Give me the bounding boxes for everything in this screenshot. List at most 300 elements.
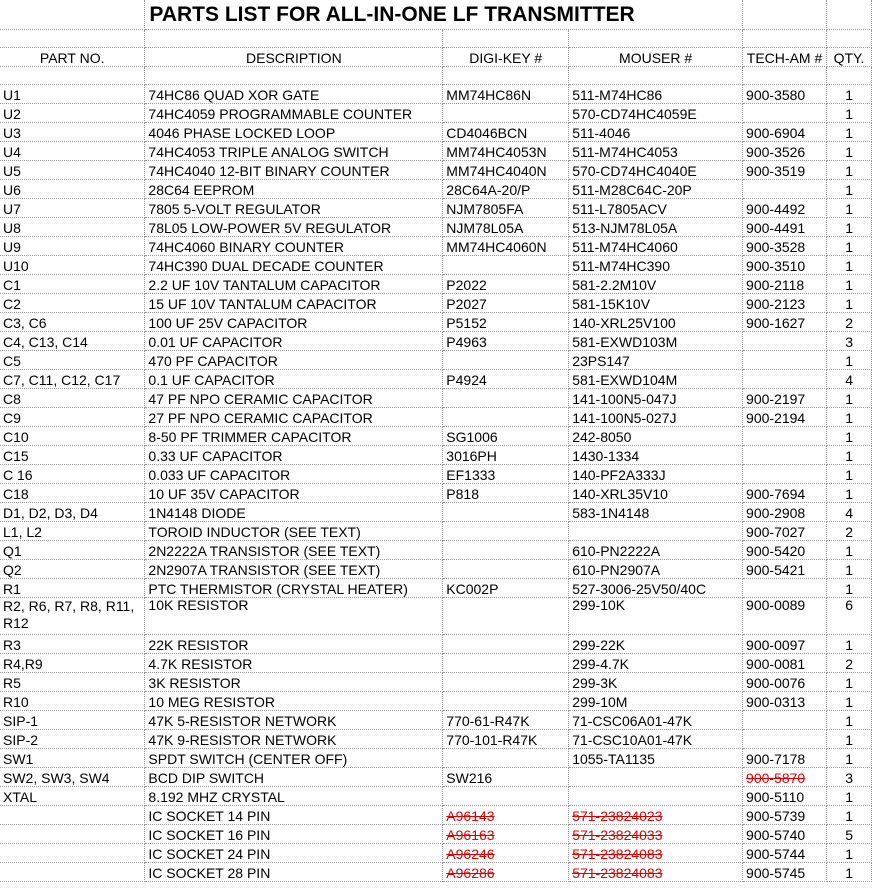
mouser-cell: 1430-1334 [569, 446, 743, 465]
qty-cell: 4 [827, 370, 872, 389]
digikey-cell [443, 635, 569, 654]
part-no-cell: C7, C11, C12, C17 [0, 370, 145, 389]
part-no-cell: U6 [0, 180, 145, 199]
qty-cell: 1 [827, 844, 872, 863]
part-no-cell: R4,R9 [0, 654, 145, 673]
table-row [0, 503, 872, 522]
techam-cell: 900-5745 [743, 863, 827, 882]
qty-cell: 6 [827, 598, 872, 635]
mouser-cell: 513-NJM78L05A [569, 218, 743, 237]
description-cell: 47K 5-RESISTOR NETWORK [145, 711, 443, 730]
techam-cell: 900-2118 [743, 275, 827, 294]
part-no-cell: C3, C6 [0, 313, 145, 332]
table-row [0, 123, 872, 142]
description-cell: 10 UF 35V CAPACITOR [145, 484, 443, 503]
mouser-cell: 511-L7805ACV [569, 199, 743, 218]
part-no-cell [0, 825, 145, 844]
digikey-cell [443, 408, 569, 427]
title-spacer-cell [743, 0, 827, 30]
techam-cell [743, 465, 827, 484]
part-no-cell: C9 [0, 408, 145, 427]
techam-cell: 900-5744 [743, 844, 827, 863]
mouser-cell: 571-23824083 [569, 844, 743, 863]
digikey-cell [443, 503, 569, 522]
techam-cell: 900-3519 [743, 161, 827, 180]
techam-cell [743, 446, 827, 465]
techam-cell [743, 711, 827, 730]
mouser-cell: 570-CD74HC4059E [569, 104, 743, 123]
description-cell: 74HC390 DUAL DECADE COUNTER [145, 256, 443, 275]
description-cell: 78L05 LOW-POWER 5V REGULATOR [145, 218, 443, 237]
part-no-cell [0, 844, 145, 863]
part-no-cell: C15 [0, 446, 145, 465]
qty-cell: 1 [827, 541, 872, 560]
part-no-cell: R2, R6, R7, R8, R11, R12 [0, 598, 145, 635]
table-row [0, 844, 872, 863]
part-no-cell: C1 [0, 275, 145, 294]
table-row [0, 427, 872, 446]
techam-cell [743, 332, 827, 351]
mouser-cell: 141-100N5-047J [569, 389, 743, 408]
digikey-cell: SG1006 [443, 427, 569, 446]
blank-row [0, 67, 872, 85]
mouser-cell: 141-100N5-027J [569, 408, 743, 427]
table-row [0, 161, 872, 180]
table-row [0, 351, 872, 370]
mouser-cell: 1055-TA1135 [569, 749, 743, 768]
header-techam: TECH-AM # [743, 48, 827, 67]
part-no-cell: U8 [0, 218, 145, 237]
part-no-cell: R3 [0, 635, 145, 654]
description-cell: 47 PF NPO CERAMIC CAPACITOR [145, 389, 443, 408]
digikey-cell: MM74HC4060N [443, 237, 569, 256]
table-row [0, 389, 872, 408]
techam-cell: 900-0076 [743, 673, 827, 692]
techam-cell [743, 370, 827, 389]
digikey-cell [443, 749, 569, 768]
techam-cell: 900-0313 [743, 692, 827, 711]
qty-cell: 1 [827, 749, 872, 768]
part-no-cell: Q1 [0, 541, 145, 560]
techam-cell: 900-4492 [743, 199, 827, 218]
title-spacer-cell [827, 0, 872, 30]
qty-cell: 1 [827, 161, 872, 180]
qty-cell: 1 [827, 692, 872, 711]
digikey-cell [443, 351, 569, 370]
qty-cell: 1 [827, 446, 872, 465]
digikey-cell [443, 256, 569, 275]
description-cell: 74HC86 QUAD XOR GATE [145, 85, 443, 104]
description-cell: 27 PF NPO CERAMIC CAPACITOR [145, 408, 443, 427]
description-cell: 22K RESISTOR [145, 635, 443, 654]
mouser-cell: 511-M28C64C-20P [569, 180, 743, 199]
techam-cell: 900-5739 [743, 806, 827, 825]
digikey-cell [443, 598, 569, 635]
digikey-cell [443, 673, 569, 692]
table-row [0, 522, 872, 541]
description-cell: 28C64 EEPROM [145, 180, 443, 199]
qty-cell: 1 [827, 673, 872, 692]
description-cell: IC SOCKET 28 PIN [145, 863, 443, 882]
digikey-cell: P4924 [443, 370, 569, 389]
qty-cell: 1 [827, 218, 872, 237]
techam-cell: 900-6904 [743, 123, 827, 142]
description-cell: 470 PF CAPACITOR [145, 351, 443, 370]
part-no-cell: SIP-1 [0, 711, 145, 730]
table-row [0, 635, 872, 654]
table-row [0, 560, 872, 579]
description-cell: 0.1 UF CAPACITOR [145, 370, 443, 389]
digikey-cell [443, 389, 569, 408]
qty-cell: 2 [827, 654, 872, 673]
digikey-cell: A96286 [443, 863, 569, 882]
table-row [0, 275, 872, 294]
part-no-cell: C2 [0, 294, 145, 313]
techam-cell: 900-5420 [743, 541, 827, 560]
description-cell: IC SOCKET 16 PIN [145, 825, 443, 844]
description-cell: 0.01 UF CAPACITOR [145, 332, 443, 351]
techam-cell [743, 180, 827, 199]
mouser-cell: 140-PF2A333J [569, 465, 743, 484]
title-spacer-cell [0, 0, 145, 30]
description-cell: 74HC4040 12-BIT BINARY COUNTER [145, 161, 443, 180]
description-cell: 74HC4060 BINARY COUNTER [145, 237, 443, 256]
techam-cell: 900-2908 [743, 503, 827, 522]
techam-cell: 900-7027 [743, 522, 827, 541]
mouser-cell: 610-PN2907A [569, 560, 743, 579]
table-row [0, 730, 872, 749]
techam-cell: 900-4491 [743, 218, 827, 237]
part-no-cell: U3 [0, 123, 145, 142]
qty-cell: 1 [827, 294, 872, 313]
techam-cell [743, 579, 827, 598]
description-cell: 10K RESISTOR [145, 598, 443, 635]
table-row [0, 218, 872, 237]
qty-cell: 2 [827, 522, 872, 541]
header-digikey: DIGI-KEY # [443, 48, 569, 67]
digikey-cell [443, 787, 569, 806]
techam-cell: 900-7178 [743, 749, 827, 768]
description-cell: 3K RESISTOR [145, 673, 443, 692]
table-row [0, 465, 872, 484]
mouser-cell: 583-1N4148 [569, 503, 743, 522]
description-cell: 2N2222A TRANSISTOR (SEE TEXT) [145, 541, 443, 560]
techam-cell [743, 427, 827, 446]
digikey-cell: EF1333 [443, 465, 569, 484]
description-cell: BCD DIP SWITCH [145, 768, 443, 787]
mouser-cell: 511-M74HC4053 [569, 142, 743, 161]
digikey-cell: CD4046BCN [443, 123, 569, 142]
description-cell: TOROID INDUCTOR (SEE TEXT) [145, 522, 443, 541]
part-no-cell: SW1 [0, 749, 145, 768]
part-no-cell: C 16 [0, 465, 145, 484]
qty-cell: 3 [827, 332, 872, 351]
table-row [0, 768, 872, 787]
description-cell: 100 UF 25V CAPACITOR [145, 313, 443, 332]
part-no-cell: Q2 [0, 560, 145, 579]
digikey-cell: P2022 [443, 275, 569, 294]
techam-cell: 900-5110 [743, 787, 827, 806]
digikey-cell [443, 541, 569, 560]
mouser-cell: 23PS147 [569, 351, 743, 370]
digikey-cell: A96163 [443, 825, 569, 844]
techam-cell: 900-0097 [743, 635, 827, 654]
table-row [0, 692, 872, 711]
mouser-cell: 299-4.7K [569, 654, 743, 673]
description-cell: 4.7K RESISTOR [145, 654, 443, 673]
table-row [0, 180, 872, 199]
table-row [0, 446, 872, 465]
description-cell: 47K 9-RESISTOR NETWORK [145, 730, 443, 749]
mouser-cell: 140-XRL25V100 [569, 313, 743, 332]
table-row [0, 749, 872, 768]
table-row [0, 598, 872, 635]
description-cell: IC SOCKET 14 PIN [145, 806, 443, 825]
mouser-cell: 581-2.2M10V [569, 275, 743, 294]
qty-cell: 1 [827, 275, 872, 294]
mouser-cell: 71-CSC10A01-47K [569, 730, 743, 749]
table-row [0, 825, 872, 844]
part-no-cell: U4 [0, 142, 145, 161]
table-row [0, 806, 872, 825]
digikey-cell [443, 522, 569, 541]
table-row [0, 579, 872, 598]
mouser-cell: 581-EXWD104M [569, 370, 743, 389]
techam-cell: 900-2197 [743, 389, 827, 408]
description-cell: 8-50 PF TRIMMER CAPACITOR [145, 427, 443, 446]
qty-cell: 1 [827, 237, 872, 256]
table-row [0, 332, 872, 351]
qty-cell: 1 [827, 408, 872, 427]
part-no-cell: SIP-2 [0, 730, 145, 749]
qty-cell: 1 [827, 123, 872, 142]
part-no-cell: R5 [0, 673, 145, 692]
part-no-cell [0, 863, 145, 882]
qty-cell: 5 [827, 825, 872, 844]
table-row [0, 370, 872, 389]
digikey-cell: P4963 [443, 332, 569, 351]
sheet-title: PARTS LIST FOR ALL-IN-ONE LF TRANSMITTER [145, 0, 743, 30]
description-cell: 74HC4059 PROGRAMMABLE COUNTER [145, 104, 443, 123]
techam-cell [743, 730, 827, 749]
header-part-no: PART NO. [0, 48, 145, 67]
qty-cell: 1 [827, 806, 872, 825]
techam-cell: 900-0089 [743, 598, 827, 635]
techam-cell: 900-5870 [743, 768, 827, 787]
table-row [0, 484, 872, 503]
digikey-cell: SW216 [443, 768, 569, 787]
digikey-cell: NJM7805FA [443, 199, 569, 218]
header-qty: QTY. [827, 48, 872, 67]
part-no-cell: R1 [0, 579, 145, 598]
techam-cell: 900-3528 [743, 237, 827, 256]
mouser-cell: 571-23824023 [569, 806, 743, 825]
mouser-cell [569, 768, 743, 787]
techam-cell [743, 351, 827, 370]
qty-cell: 1 [827, 560, 872, 579]
part-no-cell: XTAL [0, 787, 145, 806]
qty-cell: 4 [827, 503, 872, 522]
part-no-cell: U5 [0, 161, 145, 180]
table-row [0, 541, 872, 560]
table-row [0, 256, 872, 275]
techam-cell: 900-3510 [743, 256, 827, 275]
description-cell: 4046 PHASE LOCKED LOOP [145, 123, 443, 142]
qty-cell: 1 [827, 579, 872, 598]
techam-cell: 900-3580 [743, 85, 827, 104]
description-cell: 74HC4053 TRIPLE ANALOG SWITCH [145, 142, 443, 161]
qty-cell: 1 [827, 142, 872, 161]
header-description: DESCRIPTION [145, 48, 443, 67]
mouser-cell: 511-4046 [569, 123, 743, 142]
part-no-cell: U7 [0, 199, 145, 218]
part-no-cell: L1, L2 [0, 522, 145, 541]
description-cell: 10 MEG RESISTOR [145, 692, 443, 711]
table-row [0, 294, 872, 313]
mouser-cell: 511-M74HC390 [569, 256, 743, 275]
description-cell: 2.2 UF 10V TANTALUM CAPACITOR [145, 275, 443, 294]
techam-cell: 900-5421 [743, 560, 827, 579]
table-row [0, 408, 872, 427]
techam-cell: 900-0081 [743, 654, 827, 673]
techam-cell: 900-3526 [743, 142, 827, 161]
qty-cell: 1 [827, 484, 872, 503]
qty-cell: 1 [827, 351, 872, 370]
digikey-cell: 28C64A-20/P [443, 180, 569, 199]
digikey-cell: MM74HC4040N [443, 161, 569, 180]
digikey-cell: P818 [443, 484, 569, 503]
mouser-cell: 610-PN2222A [569, 541, 743, 560]
qty-cell: 1 [827, 787, 872, 806]
table-row [0, 313, 872, 332]
mouser-cell [569, 522, 743, 541]
digikey-cell [443, 654, 569, 673]
table-row [0, 863, 872, 882]
mouser-cell: 581-EXWD103M [569, 332, 743, 351]
header-row [0, 48, 872, 67]
part-no-cell: C10 [0, 427, 145, 446]
qty-cell: 1 [827, 635, 872, 654]
description-cell: 7805 5-VOLT REGULATOR [145, 199, 443, 218]
qty-cell: 1 [827, 730, 872, 749]
mouser-cell: 140-XRL35V10 [569, 484, 743, 503]
table-row [0, 199, 872, 218]
mouser-cell: 71-CSC06A01-47K [569, 711, 743, 730]
table-row [0, 237, 872, 256]
qty-cell: 1 [827, 85, 872, 104]
qty-cell: 1 [827, 427, 872, 446]
description-cell: 1N4148 DIODE [145, 503, 443, 522]
mouser-cell: 581-15K10V [569, 294, 743, 313]
digikey-cell [443, 560, 569, 579]
qty-cell: 1 [827, 465, 872, 484]
digikey-cell: KC002P [443, 579, 569, 598]
part-no-cell: U1 [0, 85, 145, 104]
part-no-cell [0, 806, 145, 825]
table-row [0, 104, 872, 123]
part-no-cell: U10 [0, 256, 145, 275]
part-no-cell: U2 [0, 104, 145, 123]
mouser-cell: 299-3K [569, 673, 743, 692]
digikey-cell: NJM78L05A [443, 218, 569, 237]
part-no-cell: C8 [0, 389, 145, 408]
mouser-cell: 299-10M [569, 692, 743, 711]
mouser-cell: 511-M74HC86 [569, 85, 743, 104]
techam-cell: 900-7694 [743, 484, 827, 503]
qty-cell: 1 [827, 711, 872, 730]
qty-cell: 1 [827, 389, 872, 408]
qty-cell: 1 [827, 180, 872, 199]
part-no-cell: U9 [0, 237, 145, 256]
digikey-cell: 770-61-R47K [443, 711, 569, 730]
blank-row [0, 30, 872, 48]
digikey-cell: MM74HC4053N [443, 142, 569, 161]
description-cell: 0.033 UF CAPACITOR [145, 465, 443, 484]
digikey-cell: A96143 [443, 806, 569, 825]
mouser-cell: 299-22K [569, 635, 743, 654]
mouser-cell: 527-3006-25V50/40C [569, 579, 743, 598]
digikey-cell: A96246 [443, 844, 569, 863]
digikey-cell: MM74HC86N [443, 85, 569, 104]
techam-cell: 900-5740 [743, 825, 827, 844]
mouser-cell [569, 787, 743, 806]
description-cell: PTC THERMISTOR (CRYSTAL HEATER) [145, 579, 443, 598]
title-row [0, 0, 872, 30]
part-no-cell: SW2, SW3, SW4 [0, 768, 145, 787]
table-row [0, 142, 872, 161]
digikey-cell: P5152 [443, 313, 569, 332]
qty-cell: 1 [827, 256, 872, 275]
digikey-cell: P2027 [443, 294, 569, 313]
part-no-cell: R10 [0, 692, 145, 711]
part-no-cell: C4, C13, C14 [0, 332, 145, 351]
table-row [0, 787, 872, 806]
part-no-cell: C18 [0, 484, 145, 503]
techam-cell: 900-2194 [743, 408, 827, 427]
table-row [0, 85, 872, 104]
description-cell: SPDT SWITCH (CENTER OFF) [145, 749, 443, 768]
mouser-cell: 571-23824083 [569, 863, 743, 882]
techam-cell: 900-1627 [743, 313, 827, 332]
part-no-cell: D1, D2, D3, D4 [0, 503, 145, 522]
mouser-cell: 511-M74HC4060 [569, 237, 743, 256]
header-mouser: MOUSER # [569, 48, 743, 67]
techam-cell: 900-2123 [743, 294, 827, 313]
digikey-cell [443, 104, 569, 123]
mouser-cell: 571-23824033 [569, 825, 743, 844]
qty-cell: 1 [827, 104, 872, 123]
mouser-cell: 242-8050 [569, 427, 743, 446]
table-row [0, 711, 872, 730]
techam-cell [743, 104, 827, 123]
table-row [0, 654, 872, 673]
description-cell: 2N2907A TRANSISTOR (SEE TEXT) [145, 560, 443, 579]
digikey-cell [443, 692, 569, 711]
description-cell: 8.192 MHZ CRYSTAL [145, 787, 443, 806]
mouser-cell: 299-10K [569, 598, 743, 635]
qty-cell: 1 [827, 863, 872, 882]
description-cell: 0.33 UF CAPACITOR [145, 446, 443, 465]
description-cell: IC SOCKET 24 PIN [145, 844, 443, 863]
part-no-cell: C5 [0, 351, 145, 370]
qty-cell: 1 [827, 199, 872, 218]
qty-cell: 2 [827, 313, 872, 332]
table-row [0, 673, 872, 692]
digikey-cell: 770-101-R47K [443, 730, 569, 749]
mouser-cell: 570-CD74HC4040E [569, 161, 743, 180]
digikey-cell: 3016PH [443, 446, 569, 465]
description-cell: 15 UF 10V TANTALUM CAPACITOR [145, 294, 443, 313]
